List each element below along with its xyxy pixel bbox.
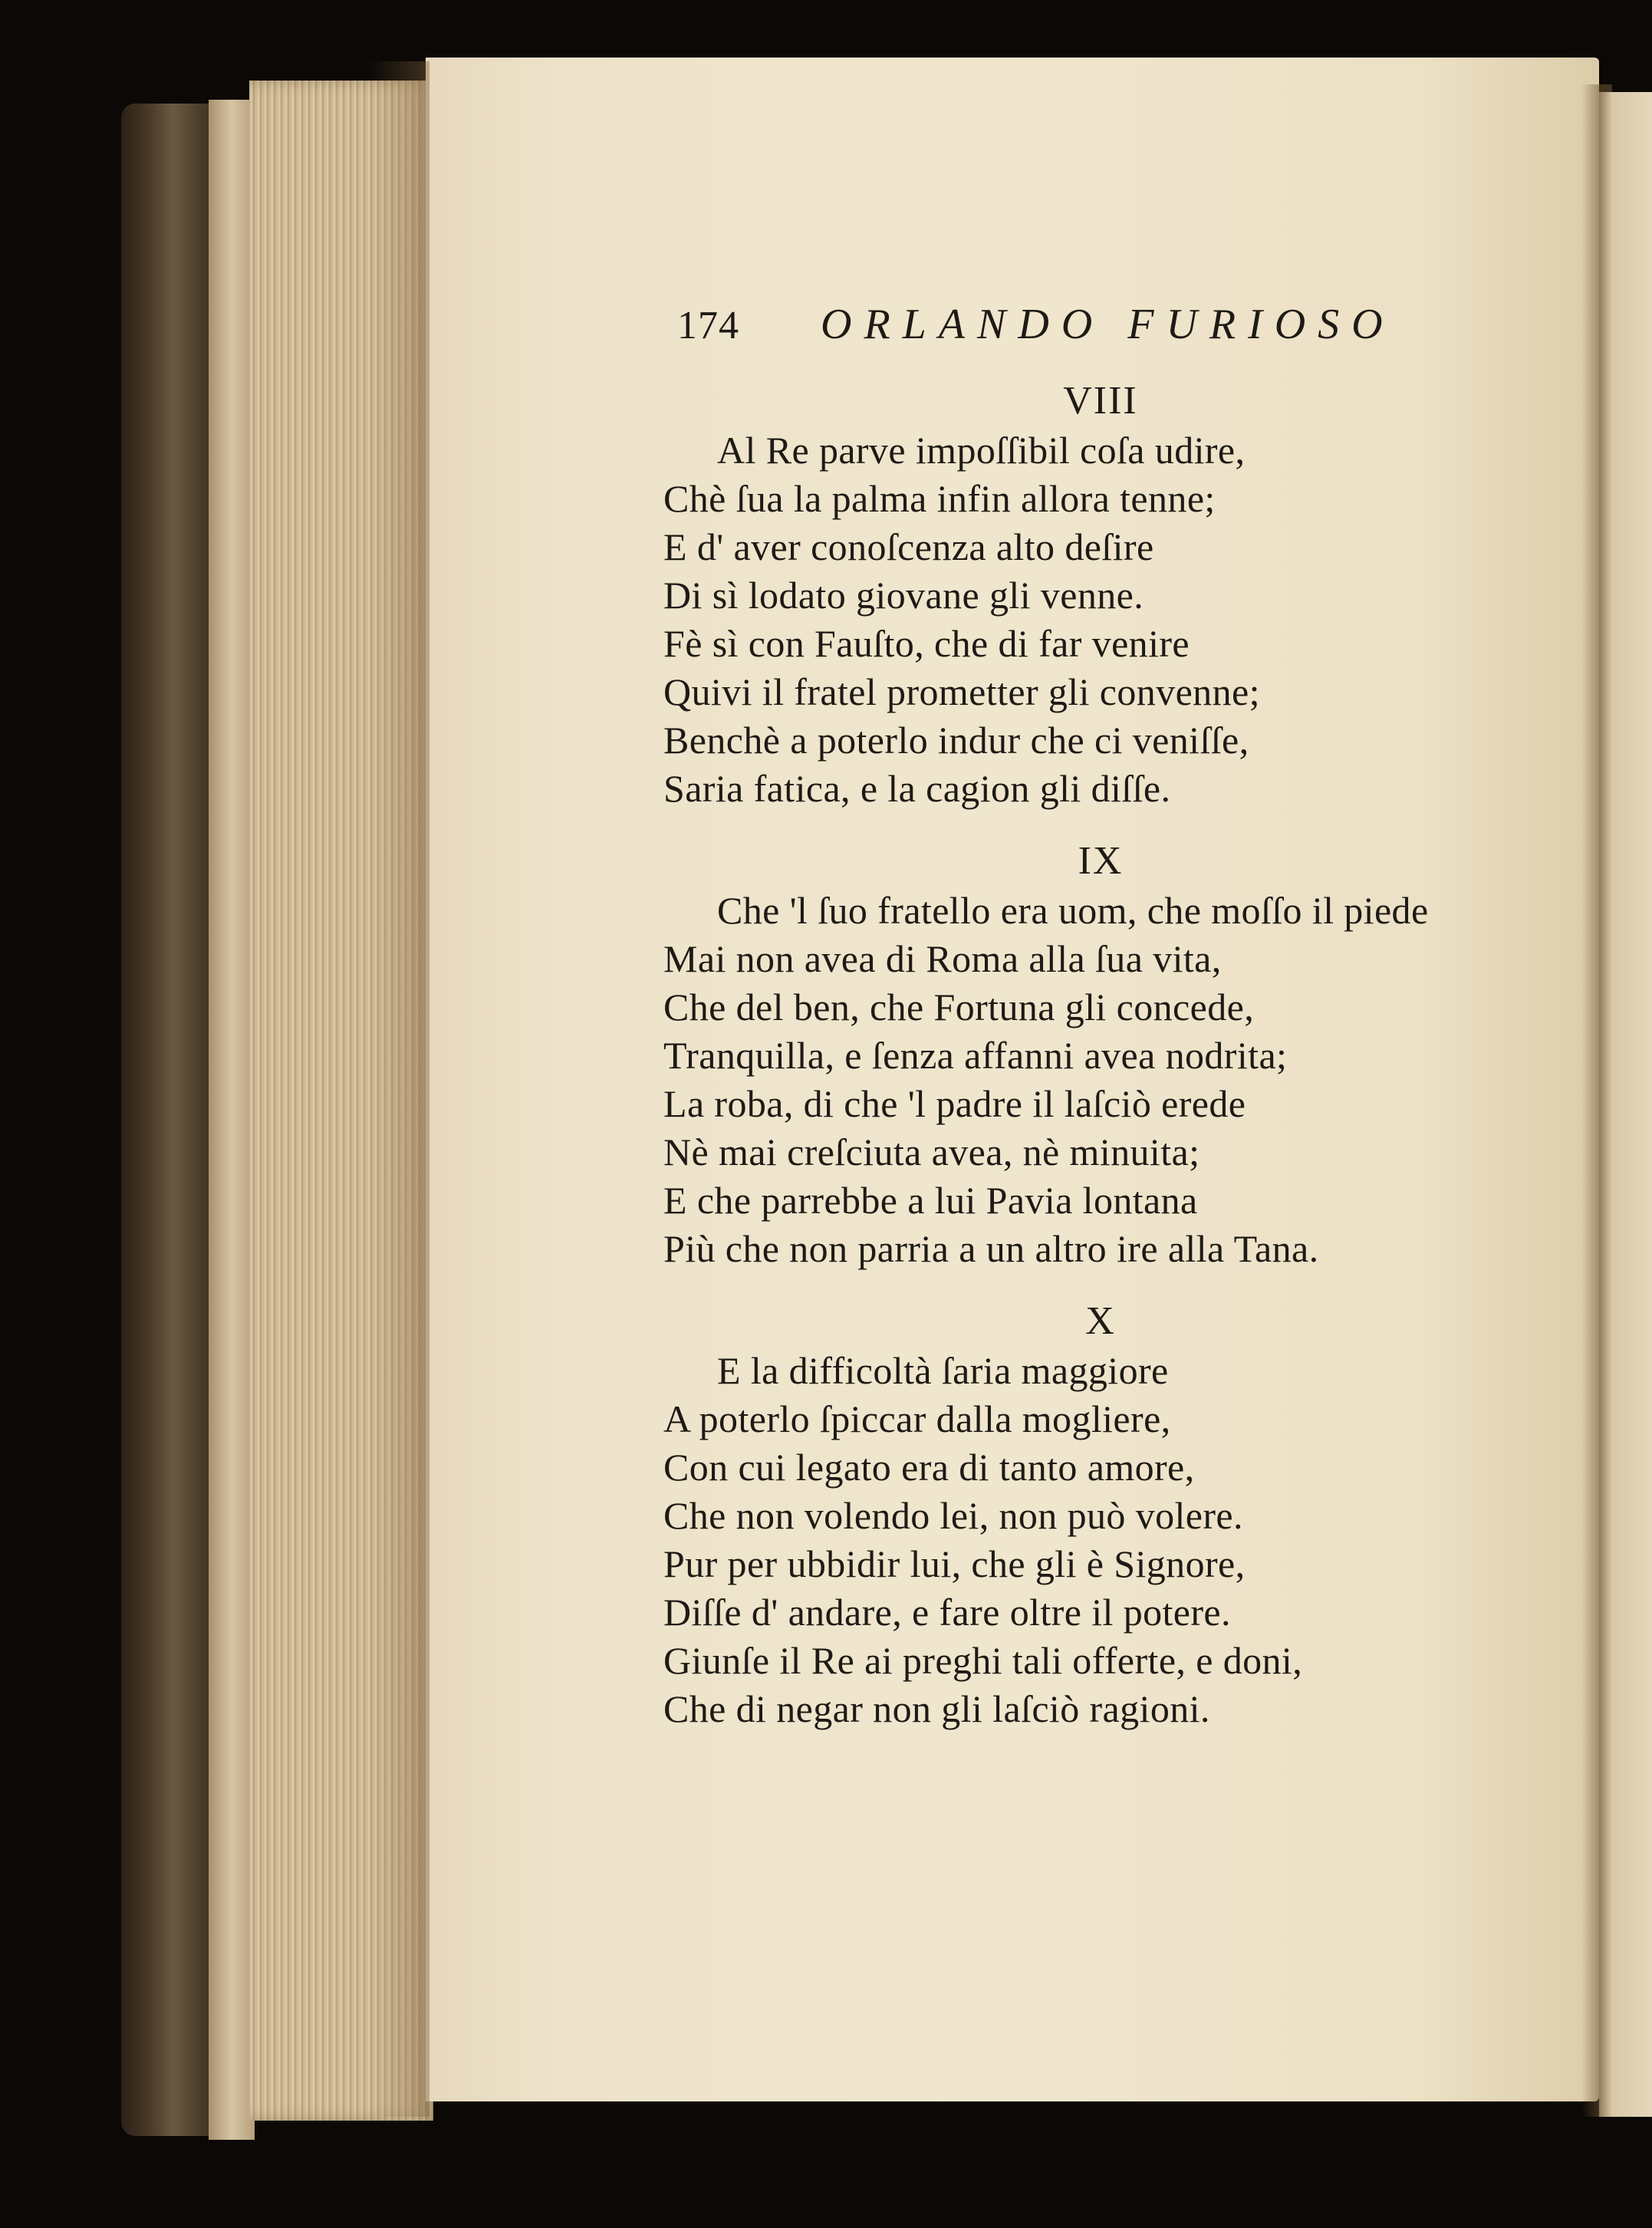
cover-edge (209, 100, 255, 2140)
verse-line: Diſſe d' andare, e fare oltre il potere. (663, 1591, 1231, 1634)
stanza (663, 836, 1568, 1273)
verse-line: E d' aver conoſcenza alto deſire (663, 525, 1154, 568)
verse-line: Al Re parve impoſſibil coſa udire, (717, 429, 1246, 472)
verse-line: Fè sì con Fauſto, che di far venire (663, 622, 1190, 665)
verse-line: Con cui legato era di tanto amore, (663, 1446, 1195, 1489)
stanza-number: IX (1078, 839, 1124, 883)
page-number: 174 (677, 304, 739, 347)
verse-line: Di sì lodato giovane gli venne. (663, 574, 1144, 617)
verse-line: Giunſe il Re ai preghi tali offerte, e doni, (663, 1639, 1303, 1682)
page-text (663, 303, 1568, 1756)
stanza (663, 1296, 1568, 1733)
verse-line: E la difficoltà ſaria maggiore (717, 1349, 1169, 1392)
verse-line: Mai non avea di Roma alla ſua vita, (663, 937, 1222, 980)
verse-line: Che 'l ſuo fratello era uom, che moſſo il piede (717, 889, 1429, 932)
verse-line: Tranquilla, e ſenza affanni avea nodrita; (663, 1034, 1288, 1077)
verse-line: Pur per ubbidir lui, che gli è Signore, (663, 1542, 1246, 1585)
verse-line: Nè mai creſciuta avea, nè minuita; (663, 1130, 1200, 1173)
verse-line: Benchè a poterlo indur che ci veniſſe, (663, 719, 1249, 762)
stanza-number: X (1085, 1299, 1116, 1343)
verse-line: Più che non parria a un altro ire alla Tana. (663, 1227, 1319, 1270)
verse-line: Chè ſua la palma infin allora tenne; (663, 477, 1216, 520)
stanza-number: VIII (1063, 379, 1138, 423)
stanza (663, 376, 1568, 813)
verse-line: A poterlo ſpiccar dalla mogliere, (663, 1397, 1171, 1440)
verse-line: Che di negar non gli laſciò ragioni. (663, 1687, 1210, 1730)
verse-line: Quivi il fratel prometter gli convenne; (663, 670, 1260, 713)
verse-line: E che parrebbe a lui Pavia lontana (663, 1179, 1198, 1222)
page-shadow (368, 61, 429, 2117)
verse-line: Che del ben, che Fortuna gli concede, (663, 986, 1255, 1028)
verse-line: La roba, di che 'l padre il laſciò erede (663, 1082, 1246, 1125)
running-title: ORLANDO FURIOSO (821, 301, 1395, 348)
verse-line: Saria fatica, e la cagion gli diſſe. (663, 767, 1171, 810)
page-header (663, 303, 1568, 376)
verse-line: Che non volendo lei, non può volere. (663, 1494, 1243, 1537)
facing-page (1599, 92, 1652, 2117)
